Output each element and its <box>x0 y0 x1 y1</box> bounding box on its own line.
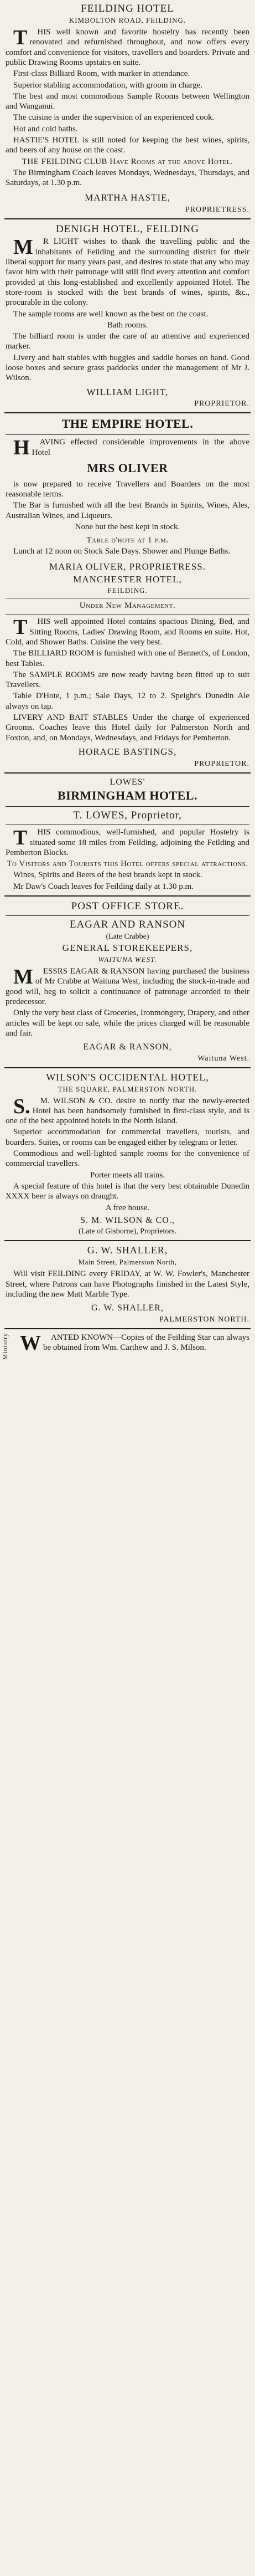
ad-paragraph: A free house. <box>105 1203 150 1212</box>
ad-paragraph: Mr Daw's Coach leaves for Feilding daily at 1.30 p.m. <box>13 882 194 891</box>
ad-table-note: Table d'hote at 1 p.m. <box>86 536 169 545</box>
ad-paragraph: WANTED KNOWN—Copies of the Feilding Star can always be obtained from Wm. Carthew and J. S. Milson. <box>20 1331 249 1355</box>
ad-paragraph: First-class Billiard Room, with marker in attendance. <box>13 69 190 79</box>
ad-title: THE EMPIRE HOTEL. <box>61 417 194 431</box>
ad-signature-place: PALMERSTON NORTH. <box>159 1315 249 1324</box>
ad-proprietor-title: PROPRIETRESS. <box>185 206 249 214</box>
ad-address: THE SQUARE, PALMERSTON NORTH. <box>58 1084 197 1093</box>
ad-empire-hotel <box>4 417 251 572</box>
divider <box>4 412 251 413</box>
ad-paragraph: Will visit FEILDING every FRIDAY, at W. W. Fowler's, Manchester Street, where Patrons can have Photographs finished in the Latest Style, including the new Matt Marble Type. <box>6 1269 249 1299</box>
ad-paragraph: Bath rooms. <box>107 320 148 330</box>
ad-paragraph: The sample rooms are well known as the best on the coast. <box>13 309 209 319</box>
ad-paragraph: THIS well appointed Hotel contains spacious Dining, Bed, and Sitting Rooms, Ladies' Drawing Room, and Rooms en suite. Hot, Cold, and Shower Baths. Cuisine the very best. <box>6 616 249 647</box>
ad-denigh-hotel <box>4 223 251 408</box>
ad-title: FEILDING HOTEL <box>81 3 174 14</box>
ad-paragraph: Wines, Spirits and Beers of the best brands kept in stock. <box>13 870 202 880</box>
ad-paragraph: To Visitors and Tourists this Hotel offers special attractions. <box>7 859 248 869</box>
ad-paragraph: Hot and cold baths. <box>13 124 78 134</box>
ad-proprietor: MARTHA HASTIE, <box>85 192 170 203</box>
ad-title: POST OFFICE STORE. <box>71 900 184 913</box>
newspaper-column <box>1 0 251 1360</box>
ad-title-small: LOWES' <box>110 777 145 787</box>
ad-paragraph: Only the very best class of Groceries, Ironmongery, Drapery, and other articles will be kept on sale, while the prices charged will be reasonable and fair. <box>6 1008 249 1038</box>
ad-wanted-known <box>1 1331 251 1360</box>
ad-under: Under New Management. <box>79 601 176 611</box>
side-word: Ministry <box>1 1332 9 1360</box>
divider <box>4 1067 251 1068</box>
ad-paragraph: Superior stabling accommodation, with groom in charge. <box>13 80 203 90</box>
ad-paragraph: A special feature of this hotel is that the very best obtainable Dunedin XXXX beer is always on draught. <box>6 1181 249 1201</box>
ad-paragraph: HAVING effected considerable improvements in the above Hotel <box>13 436 249 460</box>
divider <box>6 824 249 825</box>
ad-paragraph: is now prepared to receive Travellers and Boarders on the most reasonable terms. <box>6 479 249 499</box>
ad-signature: G. W. SHALLER, <box>91 1303 164 1313</box>
ad-title: WILSON'S OCCIDENTAL HOTEL, <box>46 1071 209 1083</box>
ad-paragraph: THE FEILDING CLUB Have Rooms at the above Hotel. <box>22 157 233 166</box>
ad-signature: S. M. WILSON & CO., <box>80 1215 175 1225</box>
ad-manchester-hotel <box>4 574 251 769</box>
ad-address: KIMBOLTON ROAD, FEILDING. <box>69 16 186 25</box>
ad-paragraph: Table D'Hote, 1 p.m.; Sale Days, 12 to 2. Speight's Dunedin Ale always on tap. <box>6 692 249 711</box>
ad-paragraph: None but the best kept in stock. <box>75 522 180 531</box>
divider <box>6 915 249 916</box>
ad-paragraph: Livery and bait stables with buggies and saddle horses on hand. Good loose boxes and secure grass paddocks under the management of Mr J. Wilson. <box>6 353 249 383</box>
ad-title: G. W. SHALLER, <box>87 1245 168 1256</box>
ad-proprietor: MARIA OLIVER, PROPRIETRESS. <box>49 561 206 572</box>
ad-paragraph: THIS commodious, well-furnished, and popular Hostelry is situated some 18 miles from Feilding, adjoining the Feilding and Pemberton Blocks. <box>6 826 249 857</box>
ad-paragraph: The Bar is furnished with all the best Brands in Spirits, Wines, Ales, Australian Wines, and Liqueurs. <box>6 501 249 520</box>
ad-paragraph: Superior accommodation for commercial travellers, tourists, and boarders. Suites, or rooms can be engaged either by telegram or letter. <box>6 1128 249 1147</box>
ad-proprietor-title: PROPRIETOR. <box>194 759 249 768</box>
ad-host: MRS OLIVER <box>87 460 168 475</box>
ad-paragraph: The billiard room is under the care of an attentive and experienced marker. <box>6 332 249 351</box>
ad-proprietor: T. LOWES, Proprietor, <box>73 810 182 822</box>
ad-paragraph: The SAMPLE ROOMS are now ready having been fitted up to suit Travellers. <box>6 670 249 690</box>
divider <box>6 434 249 435</box>
ad-signature-note: (Late of Gisborne), Proprietors. <box>79 1227 176 1236</box>
ad-wilsons-occidental-hotel <box>4 1072 251 1237</box>
ad-paragraph: HASTIE'S HOTEL is still noted for keeping the best wines, spirits, and beers of any house on the coast. <box>6 136 249 155</box>
ad-paragraph: The Birmingham Coach leaves Mondays, Wednesdays, Thursdays, and Saturdays, at 1.30 p.m. <box>6 168 249 188</box>
ad-paragraph: Commodious and well-lighted sample rooms for the convenience of commercial travellers. <box>6 1149 249 1169</box>
ad-lowes-birmingham-hotel <box>4 777 251 892</box>
ad-proprietor-title: PROPRIETOR. <box>194 400 249 408</box>
ad-firm-note: (Late Crabbe) <box>106 933 149 941</box>
ad-title: DENIGH HOTEL, FEILDING <box>56 223 199 235</box>
ad-proprietor: HORACE BASTINGS, <box>78 746 177 757</box>
ad-feilding-hotel <box>4 2 251 214</box>
divider <box>4 772 251 774</box>
divider <box>4 218 251 219</box>
ad-paragraph: The BILLIARD ROOM is furnished with one of Bennett's, of London, best Tables. <box>6 649 249 668</box>
divider <box>4 895 251 897</box>
ad-post-office-store <box>4 900 251 1063</box>
ad-place: FEILDING. <box>107 586 148 595</box>
ad-paragraph: The best and most commodious Sample Rooms between Wellington and Wanganui. <box>6 91 249 111</box>
ad-firm-desc: GENERAL STOREKEEPERS, <box>62 943 193 954</box>
ad-paragraph: Porter meets all trains. <box>90 1170 165 1180</box>
ad-paragraph: MR LIGHT wishes to thank the travelling public and the inhabitants of Feilding and the surrounding district for their liberal support for many years past, and desires to state that any who may favor him with their patronage will still find every attention and comfort provided at this long-established and excellently appointed Hotel. The store-room is stocked with the best brands of wines, spirits, &c., procurable in the colony. <box>6 235 249 308</box>
divider <box>6 806 249 807</box>
ad-address: Main Street, Palmerston North, <box>78 1258 177 1267</box>
divider <box>4 1240 251 1241</box>
ad-signature: EAGAR & RANSON, <box>83 1042 172 1052</box>
ad-paragraph: THIS well known and favorite hostelry has recently been renovated and refurnished throughout, and now offers every comfort and convenience for visitors, travellers and boarders. Private and public Drawing Rooms upstairs en suite. <box>6 26 249 67</box>
ad-title: MANCHESTER HOTEL, <box>73 573 182 585</box>
ad-title: BIRMINGHAM HOTEL. <box>58 788 197 803</box>
ad-lunch-note: Lunch at 12 noon on Stock Sale Days. Shower and Plunge Baths. <box>13 547 231 556</box>
ad-firm: EAGAR AND RANSON <box>69 919 186 931</box>
ad-paragraph: The cuisine is under the supervision of an experienced cook. <box>13 113 215 122</box>
ad-paragraph: LIVERY AND BAIT STABLES Under the charge of experienced Grooms. Coaches leave this Hotel daily for Palmerston North and Foxton, and, on Mondays, Wednesdays, and Fridays for Pemberton. <box>6 713 249 742</box>
ad-paragraph: S.M. WILSON & CO. desire to notify that the newly-erected Hotel has been handsomely furnished in first-class style, and is one of the best appointed hotels in the North Island. <box>6 1094 249 1126</box>
ad-signature-place: Waituna West. <box>197 1054 249 1063</box>
divider <box>4 1328 251 1329</box>
ad-place: WAITUNA WEST. <box>98 955 157 964</box>
ad-proprietor: WILLIAM LIGHT, <box>86 386 169 397</box>
ad-shaller <box>4 1245 251 1324</box>
ad-paragraph: MESSRS EAGAR & RANSON having purchased the business of Mr Crabbe at Waituna West, including the stock-in-trade and good will, beg to solicit a continuance of patronage accorded to their predecessor. <box>6 965 249 1006</box>
